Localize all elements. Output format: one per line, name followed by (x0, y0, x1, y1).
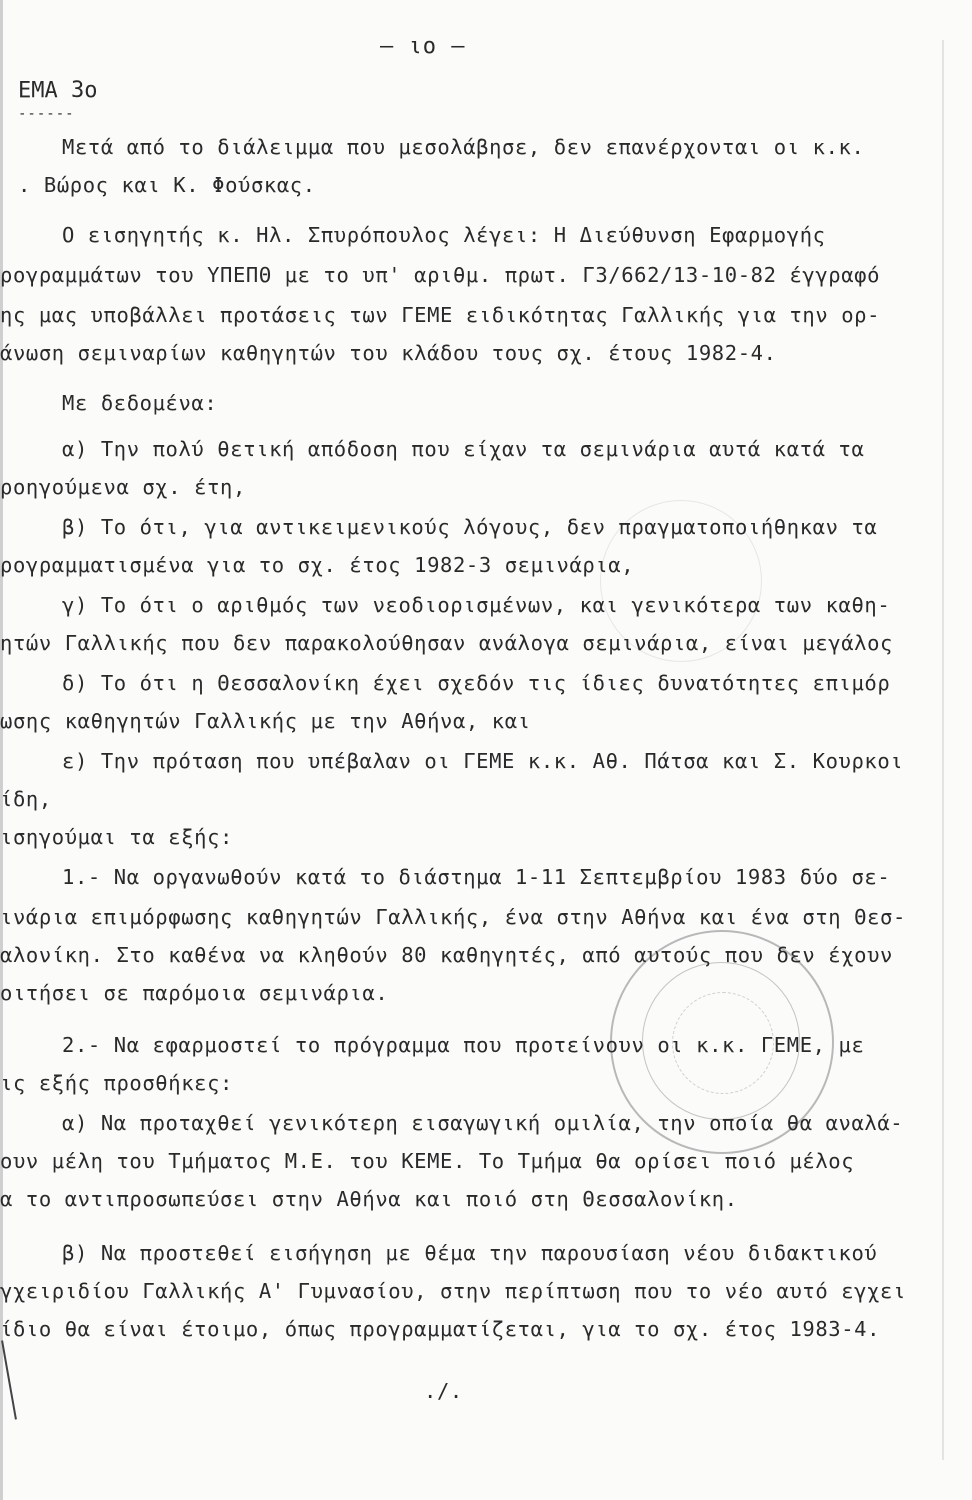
text-line: γ) Το ότι ο αριθμός των νεοδιορισμένων, και γενικότερα των καθη- (62, 593, 891, 617)
text-line: Μετά από το διάλειμμα που μεσολάβησε, δεν επανέρχονται οι κ.κ. (62, 135, 865, 159)
text-line: δ) Το ότι η Θεσσαλονίκη έχει σχεδόν τις ίδιες δυνατότητες επιμόρ (62, 671, 891, 695)
text-line: ίδη, (0, 787, 52, 811)
text-line: 2.- Να εφαρμοστεί το πρόγραμμα που προτείνουν οι κ.κ. ΓΕΜΕ, με (62, 1033, 865, 1057)
text-line: ης μας υποβάλλει προτάσεις των ΓΕΜΕ ειδικότητας Γαλλικής για την ορ- (0, 303, 881, 327)
text-line: ροηγούμενα σχ. έτη, (0, 475, 246, 499)
text-line: ρογραμμάτων του ΥΠΕΠΘ με το υπ' αριθμ. πρωτ. Γ3/662/13-10-82 έγγραφό (0, 263, 881, 287)
text-line: β) Το ότι, για αντικειμενικούς λόγους, δεν πραγματοποιήθηκαν τα (62, 515, 878, 539)
pen-stroke (1, 1340, 17, 1419)
text-line: Με δεδομένα: (62, 391, 218, 415)
text-line: γχειριδίου Γαλλικής Α' Γυμνασίου, στην περίπτωση που το νέο αυτό εγχει (0, 1279, 906, 1303)
text-line: οιτήσει σε παρόμοια σεμινάρια. (0, 981, 389, 1005)
text-line: ε) Την πρόταση που υπέβαλαν οι ΓΕΜΕ κ.κ. Αθ. Πάτσα και Σ. Κουρκοι (62, 749, 904, 773)
text-line: ητών Γαλλικής που δεν παρακολούθησαν ανάλογα σεμινάρια, είναι μεγάλος (0, 631, 894, 655)
page-number: – ιο – (380, 34, 466, 59)
section-heading-text: ΕΜΑ 3ο (18, 78, 98, 103)
text-line: ισηγούμαι τα εξής: (0, 825, 233, 849)
text-line: ίδιο θα είναι έτοιμο, όπως προγραμματίζεται, για το σχ. έτος 1983-4. (0, 1317, 881, 1341)
text-line: 1.- Να οργανωθούν κατά το διάστημα 1-11 Σεπτεμβρίου 1983 δύο σε- (62, 865, 891, 889)
text-line: αλονίκη. Στο καθένα να κληθούν 80 καθηγητές, από αυτούς που δεν έχουν (0, 943, 894, 967)
text-line: ις εξής προσθήκες: (0, 1071, 233, 1095)
heading-underline: ------ (18, 106, 75, 122)
section-heading (18, 78, 98, 122)
text-line: Ο εισηγητής κ. Ηλ. Σπυρόπουλος λέγει: Η Διεύθυνση Εφαρμογής (62, 223, 826, 247)
text-line: ουν μέλη του Τμήματος Μ.Ε. του ΚΕΜΕ. Το Τμήμα θα ορίσει ποιό μέλος (0, 1149, 855, 1173)
text-line: α το αντιπροσωπεύσει στην Αθήνα και ποιό στη Θεσσαλονίκη. (0, 1187, 738, 1211)
scan-left-edge (0, 0, 3, 1500)
text-line: . Βώρος και Κ. Φούσκας. (18, 173, 316, 197)
text-line: ωσης καθηγητών Γαλλικής με την Αθήνα, και (0, 709, 531, 733)
text-line: α) Να προταχθεί γενικότερη εισαγωγική ομιλία, την οποία θα αναλά- (62, 1111, 904, 1135)
text-line: α) Την πολύ θετική απόδοση που είχαν τα σεμινάρια αυτά κατά τα (62, 437, 865, 461)
text-line: άνωση σεμιναρίων καθηγητών του κλάδου τους σχ. έτους 1982-4. (0, 341, 777, 365)
scan-right-edge (942, 40, 944, 1460)
text-line: ./. (424, 1379, 463, 1403)
text-line: β) Να προστεθεί εισήγηση με θέμα την παρουσίαση νέου διδακτικού (62, 1241, 878, 1265)
text-line: ινάρια επιμόρφωσης καθηγητών Γαλλικής, ένα στην Αθήνα και ένα στη Θεσ- (0, 905, 906, 929)
text-line: ρογραμματισμένα για το σχ. έτος 1982-3 σεμινάρια, (0, 553, 635, 577)
